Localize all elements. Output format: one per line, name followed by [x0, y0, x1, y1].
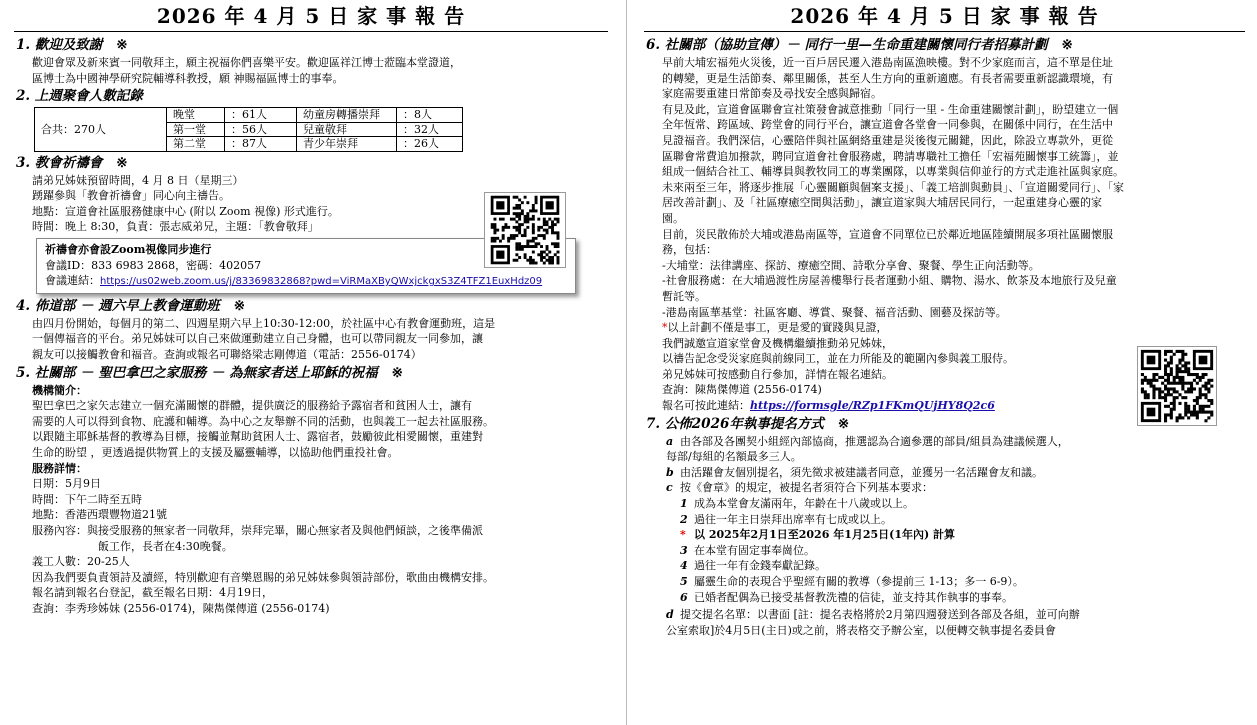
section-6-line: 區聯會常費追加撥款，聘同宣道會社會服務處，聘請專職社工擔任「宏福苑關懷事工統籌」，並	[662, 149, 1119, 163]
table-row	[35, 108, 463, 123]
table-cell: ：32人	[397, 122, 463, 137]
item-number: 6	[680, 590, 688, 604]
bullet-item: -港島南區華基堂：社區客廳、導賞、聚餐、福音活動、園藝及探訪等。	[662, 305, 1007, 319]
item-text: 屬靈生命的表現合乎聖經有關的教導（參提前三 1-13；多一 6-9）。	[694, 575, 1024, 588]
requirement-item	[680, 496, 1245, 512]
call-line: 以禱告記念受災家庭與前線同工，並在力所能及的範圍內參與義工服侍。	[662, 352, 1014, 366]
service-note: 因為我們要負責領詩及讀經，特別歡迎有音樂恩賜的弟兄姊妹參與領詩部份，歌曲由機構安排。	[32, 570, 494, 584]
table-cell: ：8人	[397, 108, 463, 123]
section-6-line: 組成一個結合社工、輔導員與教牧同工的專業團隊，以專業與信仰並行的方式走進社區與家庭。	[662, 165, 1124, 179]
section-5-heading	[16, 364, 606, 383]
item-text: 成為本堂會友滿兩年，年齡在十八歲或以上。	[694, 497, 914, 511]
attendance-total: 合共：270人	[35, 108, 167, 152]
list-item-text: 由各部及各團契小組經內部協商，推選認為合適參選的部員/組員為建議候選人，	[680, 434, 1069, 448]
table-cell: 青少年崇拜	[297, 137, 397, 152]
item-text: 已婚者配偶為已接受基督教洗禮的信徒，並支持其作執事的事奉。	[694, 590, 1013, 604]
list-item: d 提交提名名單：以書面 [註：提名表格將於2月第四週發送到各部及各組，並可向辦	[666, 608, 1080, 622]
section-3-line: 請弟兄姊妹預留時間，4 月 8 日（星期三）	[32, 173, 244, 187]
left-page	[0, 0, 622, 725]
section-1-line: 歡迎會眾及新來賓一同敬拜主，願主祝福你們喜樂平安。歡迎區祥江博士蒞臨本堂證道，	[32, 56, 461, 69]
section-6-line: 見證福音。我們深信，心靈陪伴與社區網絡重建是災後復元關鍵，因此，除設立專款外，更從	[662, 133, 1113, 147]
requirement-item	[680, 574, 1245, 590]
item-number: 5	[680, 575, 688, 588]
section-4-line: 由四月份開始，每個月的第二、四週星期六早上10:30-12:00，於社區中心有教會運動班，這是	[32, 316, 496, 330]
section-5-line: 聖巴拿巴之家矢志建立一個充滿關懷的群體，提供廣泛的服務給予露宿者和貧困人士，讓有	[32, 399, 472, 413]
section-6-title: 6. 社關部（協助宣傳）－ 同行一里—生命重建關懷同行者招募計劃	[646, 37, 1048, 53]
section-6-line: 目前，災民散佈於大埔或港島南區等，宣道會不同單位已於鄰近地區陸續開展多項社區關懷服	[662, 227, 1113, 241]
section-6-line: 務，包括：	[662, 243, 717, 257]
service-content: 服務內容：與接受服務的無家者一同敬拜，崇拜完畢，關心無家者及與他們傾談，之後準備派	[32, 523, 483, 537]
list-item-text: 公室索取]於4月5日(主日)或之前，將表格交予辦公室，以便轉交執事提名委員會	[666, 623, 1056, 637]
section-7-title: 7. 公佈2026年執事提名方式	[646, 415, 824, 432]
requirement-item	[680, 590, 1245, 606]
item-text: 在本堂有固定事奉崗位。	[694, 543, 815, 557]
zoom-link-row	[45, 273, 567, 290]
list-item-text: 每部/每組的名額最多三人。	[666, 450, 802, 464]
section-5-line: 需要的人可以得到食物、庇護和輔導。為中心之友舉辦不同的活動，也與義工一起去社區服務。	[32, 414, 494, 428]
prayer-meeting-qr-code	[484, 192, 566, 268]
asterisk-mark: *	[662, 321, 668, 335]
section-6-line: 的轉變，更是生活節奏、鄰里關係，甚至人生方向的重新適應。有長者需要重新認識環境，有	[662, 71, 1113, 85]
table-cell: 兒童敬拜	[297, 122, 397, 137]
service-time: 時間：下午二時至五時	[32, 492, 142, 506]
reference-mark: ※	[837, 415, 850, 432]
section-2-title: 2. 上週聚會人數記錄	[16, 88, 143, 105]
table-cell: ：87人	[225, 137, 297, 152]
item-text: 過往一年有金錢奉獻記錄。	[694, 559, 826, 573]
list-item: c 按《會章》的規定，被提名者須符合下列基本要求：	[666, 481, 933, 495]
item-number: 3	[680, 543, 688, 557]
service-date: 日期：5月9日	[32, 477, 101, 491]
requirement-item	[680, 543, 1245, 559]
left-page-title: 2026 年 4 月 5 日 家 事 報 告	[14, 0, 608, 32]
section-5-line: 以跟隨主耶穌基督的教導為目標，接觸並幫助貧困人士、露宿者，鼓勵彼此相愛關懷，重建對	[32, 430, 483, 444]
service-place: 地點：香港西環豐物道21號	[32, 508, 167, 522]
section-2-heading	[16, 87, 606, 106]
volunteer-count: 義工人數：20-25人	[32, 555, 130, 569]
reference-mark: ※	[233, 297, 246, 314]
signup-qr-code	[1137, 346, 1217, 426]
table-cell: 第二堂	[167, 137, 225, 152]
signup-info: 報名請到報名台登記，截至報名日期：4月19日，	[32, 586, 273, 600]
right-content	[632, 32, 1257, 638]
section-3-title: 3. 教會祈禱會	[16, 154, 103, 171]
reference-mark: ※	[1061, 37, 1073, 53]
zoom-link-label: 會議連結：	[45, 274, 100, 288]
enquiry-info: 查詢：陳雋傑傳道 (2556-0174)	[662, 383, 822, 397]
table-cell: ：26人	[397, 137, 463, 152]
call-line	[662, 320, 1245, 336]
reference-mark: ※	[116, 37, 128, 53]
item-number: 2	[680, 512, 688, 526]
call-line: 弟兄姊妹可按感動自行參加，詳情在報名連結。	[662, 367, 893, 381]
call-line: 我們誠邀宣道家堂會及機構繼續推動弟兄姊妹，	[662, 336, 893, 350]
requirement-list	[666, 496, 1245, 605]
section-1-body	[16, 55, 606, 86]
table-cell: ：61人	[225, 108, 297, 123]
section-3-line: 踴躍參與「教會祈禱會」同心向主禱告。	[32, 189, 230, 203]
section-5-title: 5. 社關部 － 聖巴拿巴之家服務 － 為無家者送上耶穌的祝福	[16, 364, 378, 381]
section-1-heading	[16, 36, 606, 55]
bullet-item: -大埔堂：法律講座、探訪、療癒空間、詩歌分享會、聚餐、學生正向活動等。	[662, 258, 1040, 272]
zoom-title: 祈禱會亦會設Zoom視像同步進行	[45, 243, 212, 257]
item-text: 過往一年主日崇拜出席率有七成或以上。	[694, 512, 892, 526]
section-4-title: 4. 佈道部 － 週六早上教會運動班	[16, 297, 220, 314]
page-divider	[626, 0, 627, 725]
section-5-body	[16, 383, 606, 617]
item-number: 4	[680, 559, 688, 573]
item-number: 1	[680, 497, 688, 511]
right-page	[632, 0, 1257, 725]
reference-mark: ※	[116, 154, 128, 171]
intro-heading: 機構簡介：	[32, 383, 87, 397]
reference-mark: ※	[391, 364, 403, 381]
table-cell: 幼童房轉播崇拜	[297, 108, 397, 123]
section-3-heading	[16, 154, 606, 173]
service-content: 飯工作，長者在4:30晚餐。	[98, 539, 233, 553]
section-6-line: 有見及此，宣道會區聯會宣社策發會誠意推動「同行一里 - 生命重建關懷計劃」，盼望建立一個	[662, 102, 1119, 116]
list-item: b 由活躍會友個別提名，須先徵求被建議者同意，並獲另一名活躍會友和議。	[666, 465, 1043, 479]
requirement-item	[680, 558, 1245, 574]
requirement-item	[680, 512, 1245, 528]
list-item-text: 由活躍會友個別提名，須先徵求被建議者同意，並獲另一名活躍會友和議。	[680, 465, 1043, 479]
item-number: *	[680, 528, 686, 542]
enquiry-info: 查詢：李秀珍姊妹 (2556-0174)，陳雋傑傳道 (2556-0174)	[32, 601, 330, 615]
section-1-line: 區博士為中國神學研究院輔導科教授，願 神賜福區博士的事奉。	[32, 71, 344, 85]
detail-heading: 服務詳情：	[32, 461, 87, 475]
section-6-line: 全年恆常、跨區域、跨堂會的同行平台，讓宣道會各堂會一同參與，在關係中同行，在生活中	[662, 118, 1113, 132]
attendance-table	[34, 107, 463, 152]
signup-link[interactable]: https://formsgle/RZp1FKmQUjHY8Q2c6	[750, 399, 995, 413]
requirement-note	[680, 527, 1245, 543]
table-cell: 晚堂	[167, 108, 225, 123]
section-6-line: 家庭需要重建日常節奏及尋找安全感與歸宿。	[662, 87, 882, 101]
zoom-meeting-id: 會議ID：833 6983 2868，密碼：402057	[45, 258, 262, 272]
list-item-text: 提交提名名單：以書面 [註：提名表格將於2月第四週發送到各部及各組，並可向辦	[680, 608, 1080, 622]
section-4-line: 親友可以接觸教會和福音。查詢或報名可聯絡梁志剛傳道（電話：2556-0174）	[32, 348, 422, 362]
section-4-heading	[16, 297, 606, 316]
section-6-line: 園。	[662, 211, 684, 225]
section-1-title: 1. 歡迎及致謝	[16, 37, 103, 53]
section-6-line: 居改善計劃」、及「社區療癒空間與活動」，讓宣道家與大埔居民同行，一起重建身心靈的家	[662, 196, 1102, 210]
bullet-item: 暫託等。	[662, 289, 706, 303]
table-cell: 第一堂	[167, 122, 225, 137]
bullet-item: -社會服務處：在大埔過渡性房屋善樓舉行長者運動小組、購物、湯水、飲茶及本地旅行及兒童	[662, 274, 1117, 288]
table-cell: ：56人	[225, 122, 297, 137]
list-item-text: 按《會章》的規定，被提名者須符合下列基本要求：	[680, 481, 933, 495]
zoom-link[interactable]: https://us02web.zoom.us/j/83369832868?pwd=ViRMaXByQWxjckgxS3Z4TFZ1EuxHdz09	[100, 276, 543, 288]
section-5-line: 生命的盼望 ，更透過提供物質上的支援及屬靈輔導，以協助他們重投社會。	[32, 446, 399, 459]
item-text: 以 2025年2月1日至2026 年1月25日(1年內) 計算	[694, 528, 956, 542]
left-content	[0, 32, 622, 617]
section-4-line: 一個傳福音的平台。弟兄姊妹可以自己來做運動建立自己身體，也可以帶同親友一同參加，讓	[32, 332, 483, 346]
section-3-line: 地點：宣道會社區服務健康中心 (附以 Zoom 視像) 形式進行。	[32, 204, 339, 218]
section-6-line: 早前大埔宏福苑火災後，近一百戶居民遷入港島南區漁映樓。對不少家庭而言，這不單是住址	[662, 56, 1113, 69]
section-3-line: 時間：晚上 8:30，負責：張志威弟兄，主題：「教會敬拜」	[32, 220, 319, 234]
section-4-body	[16, 316, 606, 363]
section-7-body	[646, 434, 1245, 639]
call-text: 以上計劃不僅是事工，更是愛的實踐與見證，	[667, 321, 888, 335]
right-page-title: 2026 年 4 月 5 日 家 事 報 告	[644, 0, 1245, 32]
section-6-heading	[646, 36, 1245, 55]
section-6-line: 未來兩至三年，將逐步推展「心靈關顧與個案支援」、「義工培訓與動員」、「宣道關愛同行」、「家	[662, 180, 1124, 194]
list-item: a 由各部及各團契小組經內部協商，推選認為合適參選的部員/組員為建議候選人，	[666, 434, 1069, 448]
signup-link-label: 報名可按此連結：	[662, 399, 750, 413]
